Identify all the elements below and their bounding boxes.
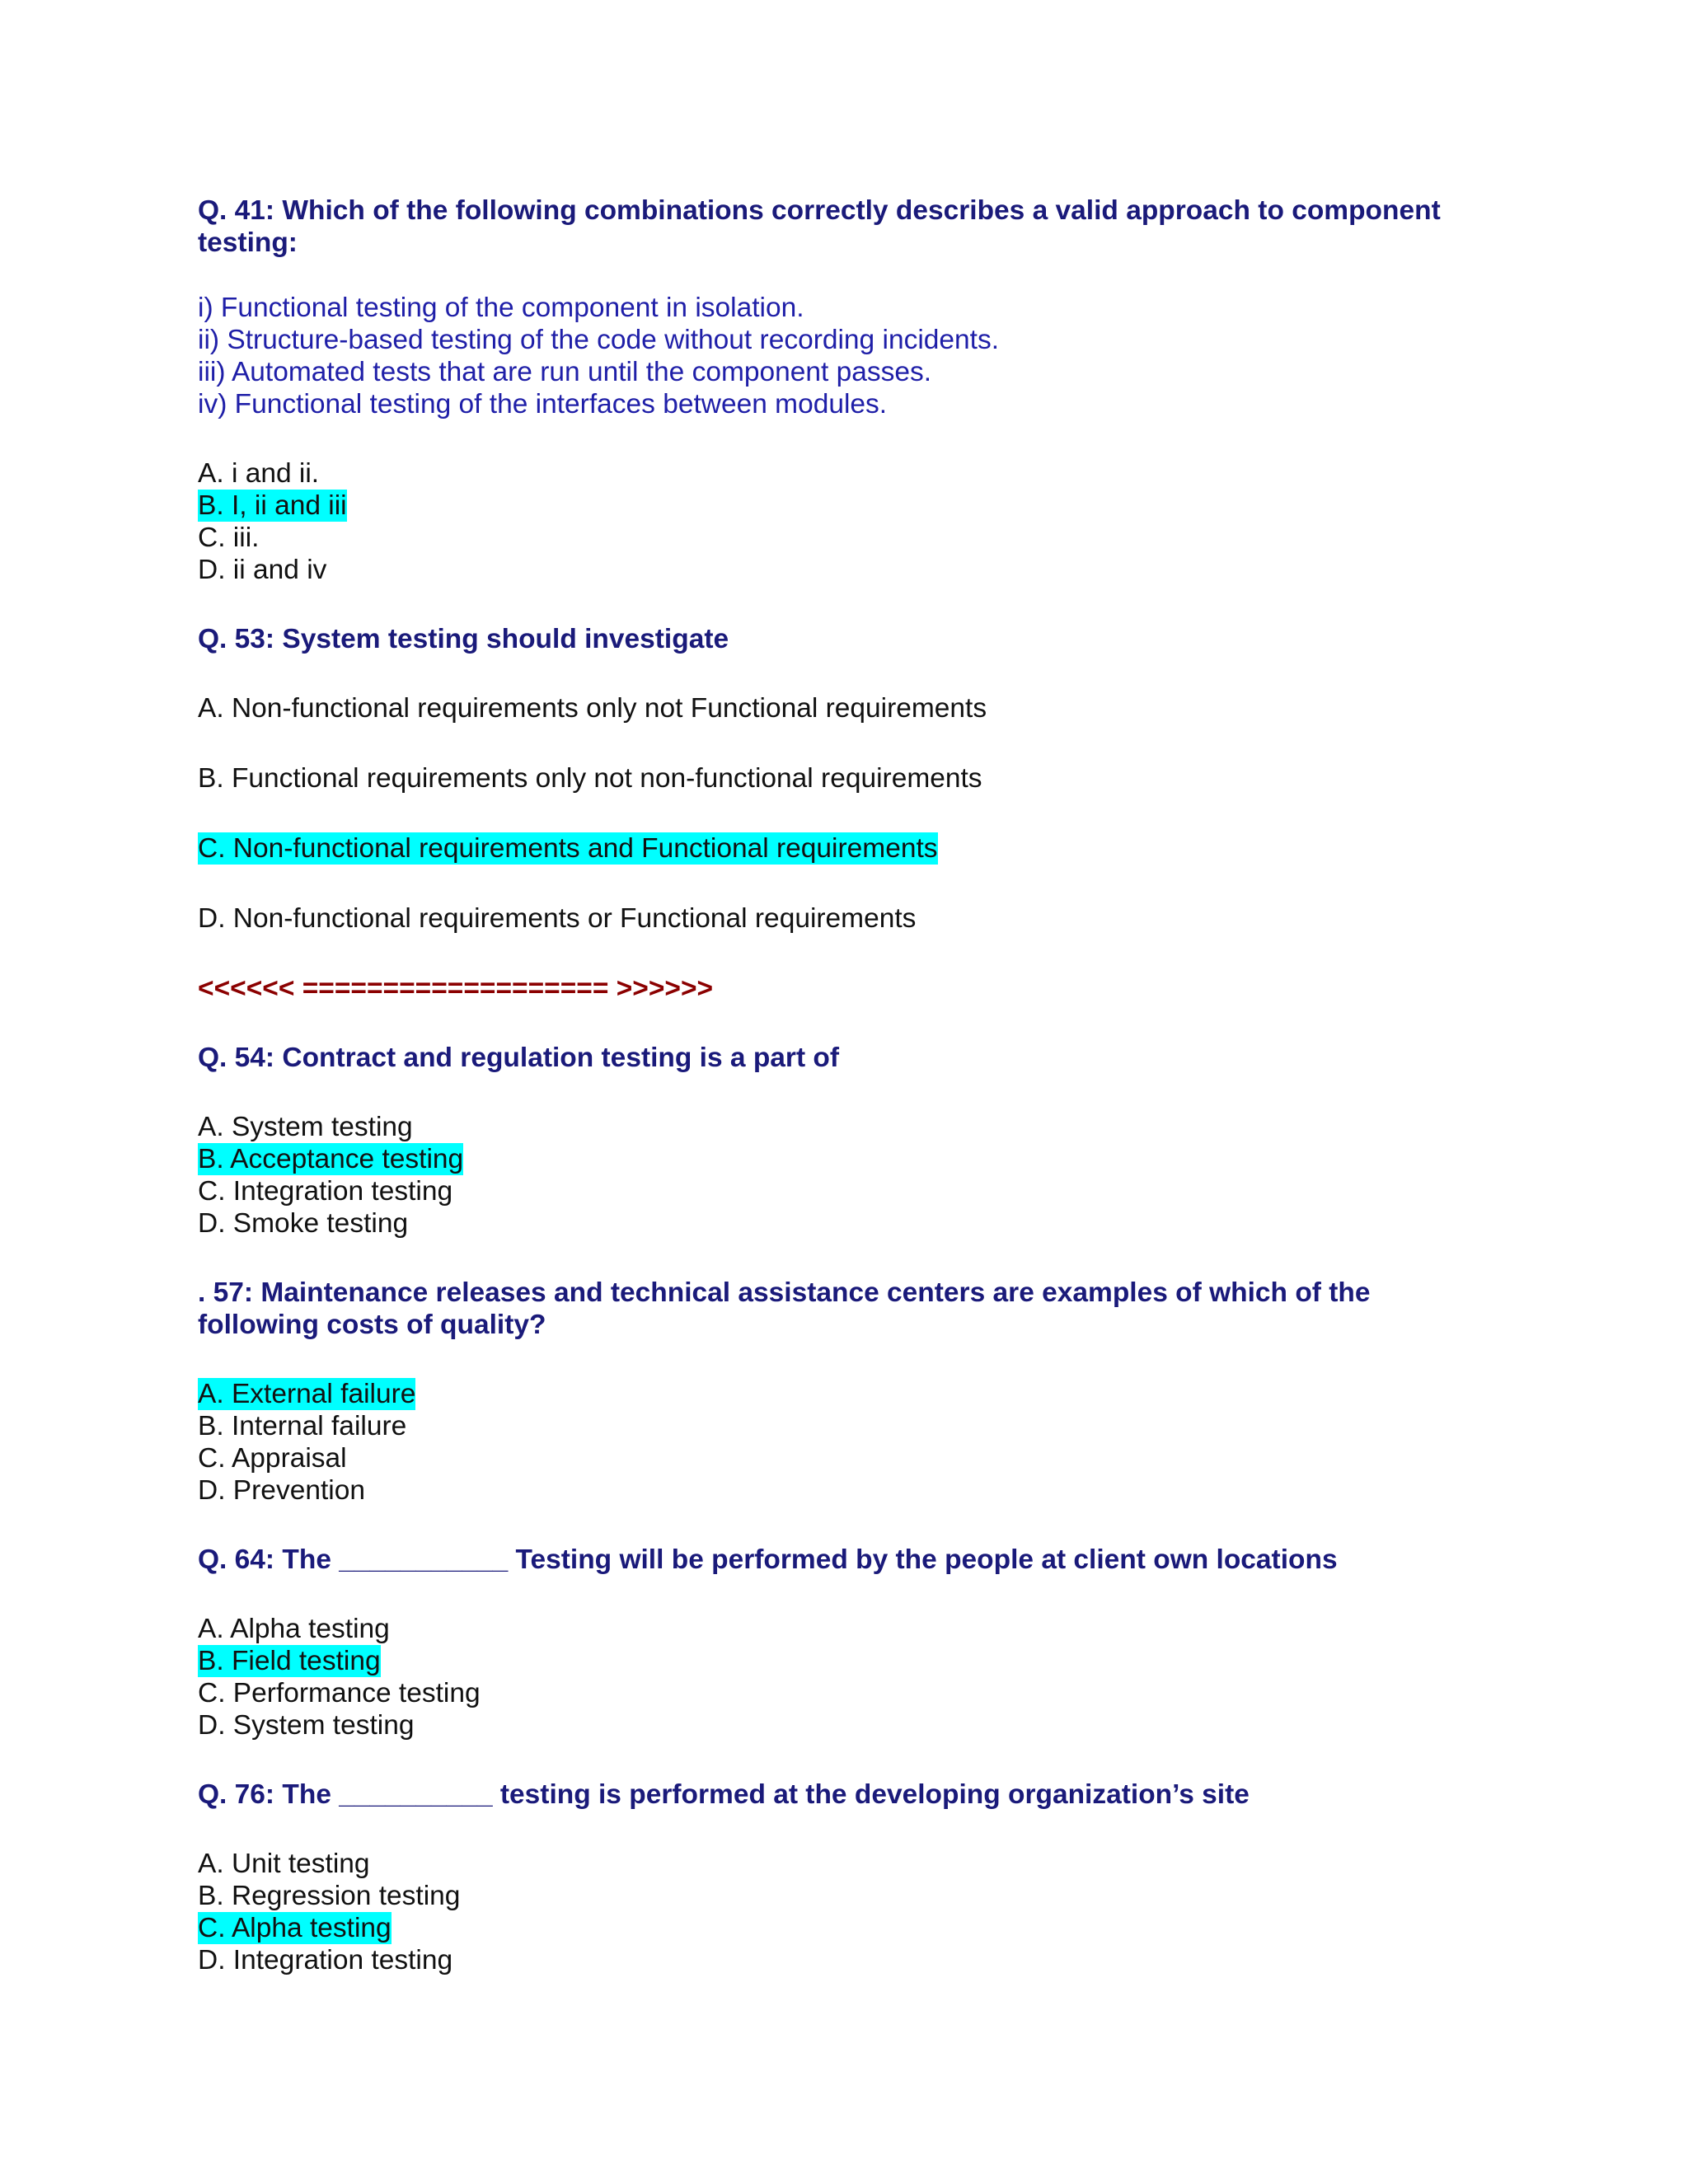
option-label: A. Unit testing (198, 1849, 370, 1879)
option-label: D. ii and iv (198, 555, 327, 585)
question-block-57 (198, 1277, 1517, 1507)
question-text: Q. 54: Contract and regulation testing is a part of (198, 1043, 840, 1073)
option-c (198, 522, 1517, 554)
option-label: B. Regression testing (198, 1881, 461, 1911)
option-label: C. Non-functional requirements and Functional requirements (198, 833, 938, 864)
option-list (198, 1848, 1517, 1976)
option-a (198, 1613, 1517, 1645)
option-a (198, 1848, 1517, 1880)
statement-item: i) Functional testing of the component in isolation. (198, 293, 804, 323)
option-d (198, 902, 1517, 935)
question-text: Q. 64: The ___________ Testing will be performed by the people at client own locations (198, 1544, 1338, 1575)
option-d (198, 1709, 1517, 1741)
option-d (198, 554, 1517, 586)
option-a (198, 692, 1517, 724)
option-b (198, 1410, 1517, 1442)
option-b (198, 1880, 1517, 1912)
question-block-64 (198, 1544, 1517, 1741)
option-d (198, 1944, 1517, 1976)
option-a (198, 457, 1517, 490)
option-label: A. System testing (198, 1112, 413, 1142)
option-label: B. I, ii and iii (198, 490, 347, 521)
option-label: D. Integration testing (198, 1945, 453, 1975)
option-label: A. External failure (198, 1379, 416, 1409)
question-text: Q. 76: The __________ testing is performed at the developing organization’s site (198, 1779, 1250, 1810)
document-page (198, 194, 1517, 1976)
option-b-highlighted (198, 1645, 1517, 1677)
statement-item: iii) Automated tests that are run until the component passes. (198, 357, 932, 387)
question-block-76 (198, 1779, 1517, 1976)
option-b (198, 762, 1517, 794)
question-block-54 (198, 1042, 1517, 1240)
option-label: B. Field testing (198, 1646, 381, 1676)
option-label: D. Non-functional requirements or Functional requirements (198, 903, 917, 934)
section-separator: <<<<<< =================== >>>>>> (198, 973, 714, 1004)
statement-list (198, 292, 1517, 420)
option-list (198, 1613, 1517, 1741)
statement-item: iv) Functional testing of the interfaces between modules. (198, 389, 888, 419)
option-label: A. Alpha testing (198, 1614, 390, 1644)
option-label: C. Performance testing (198, 1678, 481, 1708)
option-list (198, 1378, 1517, 1507)
statement-item: ii) Structure-based testing of the code without recording incidents. (198, 325, 1000, 355)
option-label: C. Appraisal (198, 1443, 347, 1474)
option-label: B. Acceptance testing (198, 1144, 464, 1174)
option-list (198, 457, 1517, 586)
option-label: D. Smoke testing (198, 1208, 409, 1239)
option-label: D. System testing (198, 1710, 415, 1741)
option-list (198, 1111, 1517, 1240)
option-b-highlighted (198, 490, 1517, 522)
option-a (198, 1111, 1517, 1143)
option-label: A. Non-functional requirements only not Functional requirements (198, 693, 987, 724)
option-label: A. i and ii. (198, 458, 320, 489)
option-b-highlighted (198, 1143, 1517, 1175)
question-text: Q. 53: System testing should investigate (198, 624, 729, 654)
option-c-highlighted (198, 1912, 1517, 1944)
option-c (198, 1442, 1517, 1474)
option-a-highlighted (198, 1378, 1517, 1410)
option-c (198, 1175, 1517, 1207)
option-label: C. Integration testing (198, 1176, 453, 1207)
option-label: C. Alpha testing (198, 1913, 392, 1943)
option-c-highlighted (198, 832, 1517, 865)
option-list (198, 692, 1517, 935)
option-d (198, 1474, 1517, 1507)
question-block-53 (198, 623, 1517, 935)
option-label: B. Internal failure (198, 1411, 407, 1441)
option-label: C. iii. (198, 523, 260, 553)
option-label: B. Functional requirements only not non-functional requirements (198, 763, 982, 794)
option-c (198, 1677, 1517, 1709)
question-text: Q. 41: Which of the following combinations correctly describes a valid approach to component testing: (198, 195, 1441, 258)
question-block-41 (198, 194, 1517, 586)
option-d (198, 1207, 1517, 1240)
question-text: . 57: Maintenance releases and technical assistance centers are examples of which of the following costs of quality? (198, 1277, 1371, 1340)
option-label: D. Prevention (198, 1475, 365, 1506)
